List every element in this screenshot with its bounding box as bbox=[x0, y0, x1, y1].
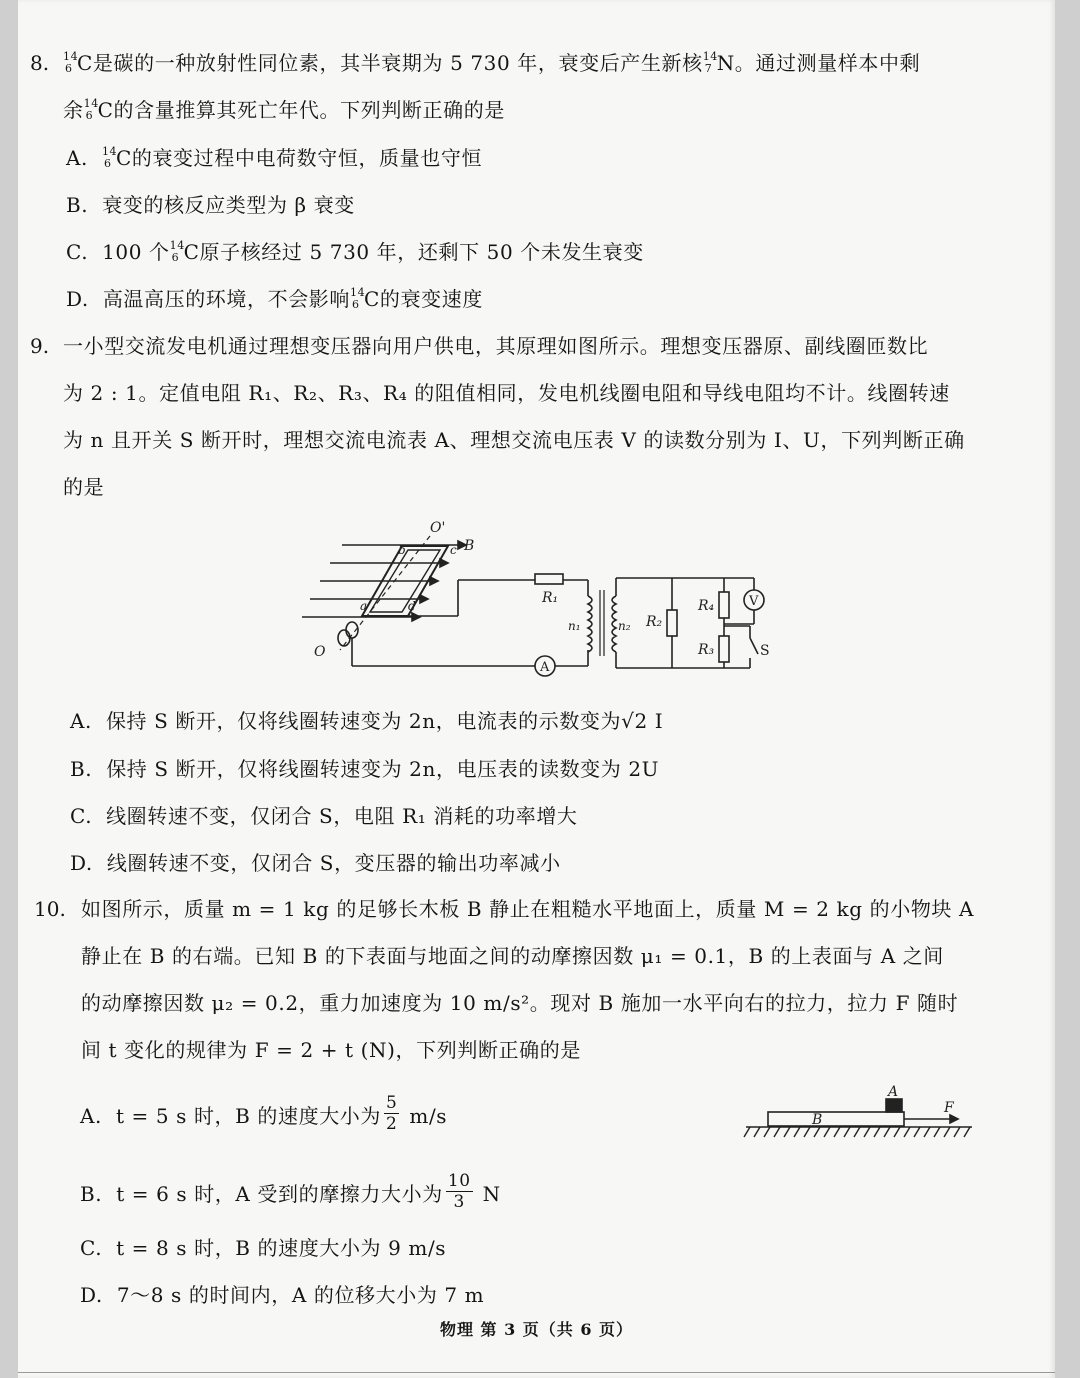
axis-label-bottom: O bbox=[314, 644, 326, 660]
question-stem-line: 的动摩擦因数 μ₂ = 0.2，重力加速度为 10 m/s²。现对 B 施加一水平向右的拉力，拉力 F 随时 bbox=[81, 991, 959, 1015]
block-label: A bbox=[888, 1084, 899, 1100]
coil-corner-d: d bbox=[408, 599, 416, 613]
fraction: $\frac{10}{3}$ bbox=[447, 1171, 471, 1212]
nuclide-c14: 14 6 bbox=[63, 50, 79, 75]
resistor-r4-label: R₄ bbox=[698, 598, 715, 614]
exam-page bbox=[18, 0, 1055, 1378]
question-stem-line: 静止在 B 的右端。已知 B 的下表面与地面之间的动摩擦因数 μ₁ = 0.1，B 的上表面与 A 之间 bbox=[81, 944, 944, 968]
nuclide-n14: 14 7 bbox=[702, 50, 718, 75]
question-number: 8. bbox=[30, 51, 50, 75]
question-stem-line: 为 n 且开关 S 断开时，理想交流电流表 A、理想交流电压表 V 的读数分别为 I、U，下列判断正确 bbox=[63, 428, 965, 452]
board-label: B bbox=[812, 1112, 823, 1128]
primary-turns-label: n₁ bbox=[568, 619, 581, 633]
board-block-diagram bbox=[740, 1082, 1000, 1146]
voltmeter-label: V bbox=[749, 594, 759, 609]
nuclide-c14: 14 6 bbox=[350, 286, 366, 311]
question-number: 9. bbox=[30, 334, 50, 358]
question-stem-line: 间 t 变化的规律为 F = 2 + t (N)，下列判断正确的是 bbox=[81, 1038, 581, 1062]
fraction: $\frac{5}{2}$ bbox=[386, 1093, 398, 1134]
nuclide-c14: 14 6 bbox=[83, 97, 99, 122]
option-c: C. t = 8 s 时，B 的速度大小为 9 m/s bbox=[80, 1236, 447, 1260]
option-b: B. 衰变的核反应类型为 β 衰变 bbox=[66, 193, 355, 217]
nuclide-c14: 14 6 bbox=[169, 239, 185, 264]
option-d: D. 7～8 s 的时间内，A 的位移大小为 7 m bbox=[80, 1283, 485, 1307]
option-a: A. 保持 S 断开，仅将线圈转速变为 2n，电流表的示数变为√2 I bbox=[70, 709, 664, 733]
force-label: F bbox=[944, 1100, 954, 1116]
option-c: C. 100 个 14 6 C原子核经过 5 730 年，还剩下 50 个未发生衰变 bbox=[66, 239, 644, 264]
question-stem-line: 的是 bbox=[63, 475, 105, 499]
question-stem-line: 为 2 : 1。定值电阻 R₁、R₂、R₃、R₄ 的阻值相同，发电机线圈电阻和导线电阻均不计。线圈转速 bbox=[63, 381, 950, 405]
question-stem-line: 如图所示，质量 m = 1 kg 的足够长木板 B 静止在粗糙水平地面上，质量 M = 2 kg 的小物块 A bbox=[81, 897, 975, 921]
question-stem-line: 余 14 6 C的含量推算其死亡年代。下列判断正确的是 bbox=[63, 97, 505, 122]
option-a: A. t = 5 s 时，B 的速度大小为 $\frac{5}{2}$ m/s bbox=[80, 1093, 448, 1134]
coil-corner-b: b bbox=[398, 543, 406, 557]
field-label: B bbox=[464, 538, 475, 554]
question-stem-line: 14 6 C是碳的一种放射性同位素，其半衰期为 5 730 年，衰变后产生新核 14 7 N。通过测量样本中剩 bbox=[63, 50, 921, 75]
generator-transformer-circuit-diagram bbox=[280, 518, 780, 688]
page-edge-divider bbox=[18, 1372, 1055, 1373]
secondary-turns-label: n₂ bbox=[618, 619, 631, 633]
axis-label-top: O' bbox=[430, 520, 446, 536]
option-c: C. 线圈转速不变，仅闭合 S，电阻 R₁ 消耗的功率增大 bbox=[70, 804, 578, 828]
resistor-r3-label: R₃ bbox=[698, 642, 715, 658]
option-b: B. 保持 S 断开，仅将线圈转速变为 2n，电压表的读数变为 2U bbox=[70, 757, 660, 781]
ammeter-label: A bbox=[540, 660, 550, 675]
coil-corner-a: a bbox=[360, 599, 368, 613]
page-footer: 物理 第 3 页（共 6 页） bbox=[439, 1320, 634, 1339]
coil-corner-c: c bbox=[450, 543, 457, 557]
option-d: D. 高温高压的环境，不会影响 14 6 C的衰变速度 bbox=[66, 286, 483, 311]
question-stem-line: 一小型交流发电机通过理想变压器向用户供电，其原理如图所示。理想变压器原、副线圈匝数比 bbox=[63, 334, 929, 358]
resistor-r2-label: R₂ bbox=[646, 614, 663, 630]
option-a: A. 14 6 C的衰变过程中电荷数守恒，质量也守恒 bbox=[66, 145, 483, 170]
switch-label: S bbox=[760, 643, 770, 659]
option-d: D. 线圈转速不变，仅闭合 S，变压器的输出功率减小 bbox=[70, 851, 561, 875]
nuclide-c14: 14 6 bbox=[101, 145, 118, 170]
question-number: 10. bbox=[34, 897, 66, 921]
option-b: B. t = 6 s 时，A 受到的摩擦力大小为 $\frac{10}{3}$ N bbox=[80, 1171, 501, 1212]
resistor-r1-label: R₁ bbox=[542, 590, 559, 606]
